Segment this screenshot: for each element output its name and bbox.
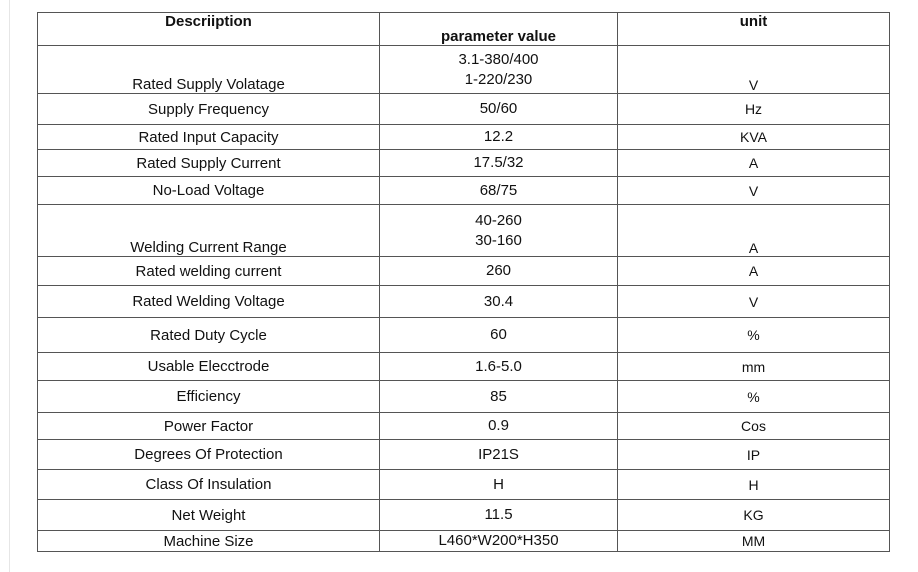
row-parameter-value — [380, 205, 618, 257]
row-unit: V — [618, 286, 890, 318]
row-unit: Hz — [618, 94, 890, 125]
row-parameter-value — [380, 46, 618, 94]
table-row — [38, 531, 890, 552]
row-parameter-value — [380, 500, 618, 531]
row-parameter-value — [380, 318, 618, 353]
row-unit: mm — [618, 353, 890, 381]
parameter-value-line: IP21S — [478, 445, 519, 463]
parameter-value-line: 3.1-380/400 — [458, 50, 539, 68]
parameter-value-line: 40-260 — [475, 211, 522, 229]
row-description: Rated welding current — [38, 257, 380, 286]
row-description: Rated Input Capacity — [38, 125, 380, 150]
table-row — [38, 257, 890, 286]
specification-table — [37, 12, 890, 552]
row-unit: V — [618, 177, 890, 205]
header-parameter-value: parameter value — [380, 13, 618, 46]
row-description: Supply Frequency — [38, 94, 380, 125]
row-unit: A — [618, 205, 890, 257]
row-parameter-value — [380, 470, 618, 500]
parameter-value-line: 68/75 — [479, 181, 518, 199]
row-parameter-value — [380, 150, 618, 177]
row-description: Rated Supply Current — [38, 150, 380, 177]
parameter-value-line: 1-220/230 — [464, 70, 533, 88]
table-row — [38, 440, 890, 470]
page-edge-line — [9, 0, 10, 572]
row-description: Welding Current Range — [38, 205, 380, 257]
row-description: Degrees Of Protection — [38, 440, 380, 470]
row-description: Net Weight — [38, 500, 380, 531]
row-parameter-value — [380, 177, 618, 205]
table-row — [38, 150, 890, 177]
parameter-value-line: 50/60 — [479, 100, 518, 117]
row-unit: MM — [618, 531, 890, 552]
row-description: Rated Duty Cycle — [38, 318, 380, 353]
row-description: Class Of Insulation — [38, 470, 380, 500]
parameter-value-line: 30-160 — [475, 231, 522, 249]
table-row — [38, 94, 890, 125]
table-row — [38, 286, 890, 318]
table-header-row — [38, 13, 890, 46]
row-description: Rated Supply Volatage — [38, 46, 380, 94]
row-unit: % — [618, 381, 890, 413]
row-parameter-value — [380, 94, 618, 125]
table-row — [38, 470, 890, 500]
parameter-value-line: H — [493, 475, 504, 493]
row-description: Rated Welding Voltage — [38, 286, 380, 318]
parameter-value-line: 1.6-5.0 — [475, 357, 522, 375]
row-unit: Cos — [618, 413, 890, 440]
row-description: Machine Size — [38, 531, 380, 552]
parameter-value-line: 11.5 — [484, 506, 513, 523]
parameter-value-line: 260 — [485, 262, 512, 279]
row-description: No-Load Voltage — [38, 177, 380, 205]
row-unit: % — [618, 318, 890, 353]
table-row — [38, 500, 890, 531]
header-unit: unit — [618, 13, 890, 46]
row-parameter-value — [380, 125, 618, 150]
row-unit: KVA — [618, 125, 890, 150]
parameter-value-line: 17.5/32 — [473, 154, 524, 171]
table-row — [38, 205, 890, 257]
row-description: Usable Elecctrode — [38, 353, 380, 381]
row-parameter-value — [380, 353, 618, 381]
table-row — [38, 318, 890, 353]
row-description: Power Factor — [38, 413, 380, 440]
parameter-value-line: 60 — [490, 326, 507, 343]
table-row — [38, 381, 890, 413]
parameter-value-line: 12.2 — [483, 128, 514, 145]
table-row — [38, 413, 890, 440]
parameter-value-line: L460*W200*H350 — [438, 532, 559, 549]
table-row — [38, 125, 890, 150]
row-unit: A — [618, 257, 890, 286]
table-body — [38, 46, 890, 552]
table-row — [38, 353, 890, 381]
row-parameter-value — [380, 381, 618, 413]
row-unit: KG — [618, 500, 890, 531]
parameter-value-line: 85 — [490, 387, 507, 405]
row-parameter-value — [380, 531, 618, 552]
row-parameter-value — [380, 257, 618, 286]
row-parameter-value — [380, 286, 618, 318]
row-parameter-value — [380, 440, 618, 470]
parameter-value-line: 0.9 — [488, 417, 509, 434]
row-unit: IP — [618, 440, 890, 470]
table-row — [38, 46, 890, 94]
row-unit: A — [618, 150, 890, 177]
header-description: Descriiption — [38, 13, 380, 46]
parameter-value-line: 30.4 — [483, 292, 514, 310]
row-description: Efficiency — [38, 381, 380, 413]
table-row — [38, 177, 890, 205]
row-parameter-value — [380, 413, 618, 440]
row-unit: H — [618, 470, 890, 500]
row-unit: V — [618, 46, 890, 94]
